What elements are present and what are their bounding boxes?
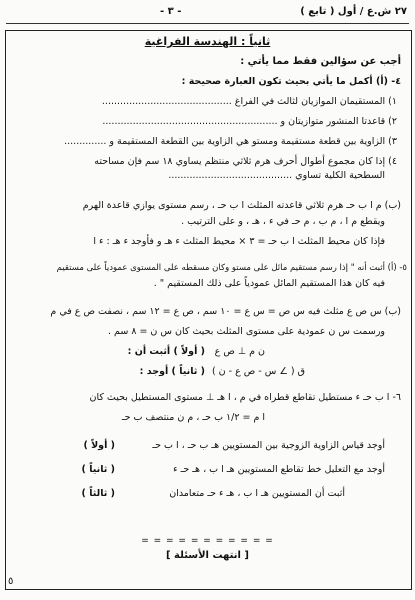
q6-third-text: أثبت أن المستويين هـ ا ب ، هـ ء حـ متعامدان xyxy=(169,488,345,499)
exam-code: ٢٧ ش.ع / أول ( تابع ) xyxy=(300,6,407,17)
q5a-line-2: فيه كان هذا المستقيم المائل عمودياً على ذلك المستقيم " . xyxy=(153,278,385,289)
q4a-item-2: ٢) قاعدتا المنشور متوازيتان و .......................................................... xyxy=(102,116,397,127)
section-title: ثانياً : الهندسة الفراغية xyxy=(144,35,271,48)
q5b-line-1: (ب) س ص ع مثلث فيه س ص = س ع = ١٠ سم ، ص ع = ١٢ سم ، نصفت ص ع في م xyxy=(50,306,401,317)
page-marker: - ٣ - xyxy=(160,6,182,17)
q4a-item-4-cont: السطحية الكلية تساوي ......................................... xyxy=(168,170,385,181)
q4a-title: ٤- (أ) أكمل ما يأتي بحيث تكون العبارة صحيحة : xyxy=(181,76,401,87)
q4a-item-4: ٤) إذا كان مجموع أطوال أحرف هرم ثلاثي منتظم يساوي ١٨ سم فإن مساحته xyxy=(94,156,397,167)
q6-second-text: أوجد مع التعليل خط تقاطع المستويين هـ ا ب ، هـ حـ ء xyxy=(173,464,385,475)
q6-first-label: ( أولاً ) xyxy=(83,440,115,451)
q4b-line-2: ويقطع م ا ، م ب ، م حـ في ء ، هـ ، و على الترتيب . xyxy=(181,216,385,227)
q4a-item-1: ١) المستقيمان الموازيان لثالث في الفراغ ........................................... xyxy=(101,96,397,107)
q5b-second-label: ( ثانياً ) أوجد : xyxy=(139,366,205,377)
q5a-line-1: ٥- (أ) أثبت أنه " إذا رسم مستقيم مائل على مستو وكان مسقطه على المستوى عمودياً على مستقيم xyxy=(56,263,407,273)
q4a-item-3: ٣) الزاوية بين قطعة مستقيمة ومستو هي الزاوية بين القطعة المستقيمة و .............. xyxy=(64,136,397,147)
q5b-line-2: ورسمت س ن عمودية على مستوى المثلث بحيث كان س ن = ٨ سم . xyxy=(107,326,385,337)
q6-line-1: ٦- ا ب حـ ء مستطيل تقاطع قطراه في م ، ا هـ ⊥ مستوى المستطيل بحيث كان xyxy=(89,392,401,403)
dash-line: = = = = = = = = = = = xyxy=(141,536,274,546)
q6-first-text: أوجد قياس الزاوية الزوجية بين المستويين هـ ب حـ ، ا ب حـ xyxy=(152,440,385,451)
q6-line-2: ا م = ١/٢ ب حـ ، م ن منتصف ب حـ xyxy=(121,412,265,423)
header-rule xyxy=(6,23,409,24)
q5b-second-expr: ق ( ∠ س - ص ع - ن ) xyxy=(211,366,305,377)
page-header xyxy=(0,3,415,23)
instruction: أجب عن سؤالين فقط مما يأتي : xyxy=(240,56,401,67)
q5b-first-label: ( أولاً ) أثبت أن : xyxy=(127,346,205,357)
page-number: ٥ xyxy=(8,576,14,587)
q4b-line-1: (ب) م ا ب حـ هرم ثلاثي قاعدته المثلث ا ب حـ ، رسم مستوى يوازي قاعدة الهرم xyxy=(82,200,401,211)
q5b-first-expr: ن م ⊥ ص ع xyxy=(214,346,265,357)
end-text: [ انتهت الأسئلة ] xyxy=(166,550,249,561)
q4b-line-3: فإذا كان محيط المثلث ا ب حـ = ٣ × محيط المثلث ء هـ و فأوجد ء هـ : ء ا xyxy=(93,236,385,247)
q6-third-label: ( ثالثاً ) xyxy=(81,488,115,499)
q6-second-label: ( ثانياً ) xyxy=(81,464,115,475)
